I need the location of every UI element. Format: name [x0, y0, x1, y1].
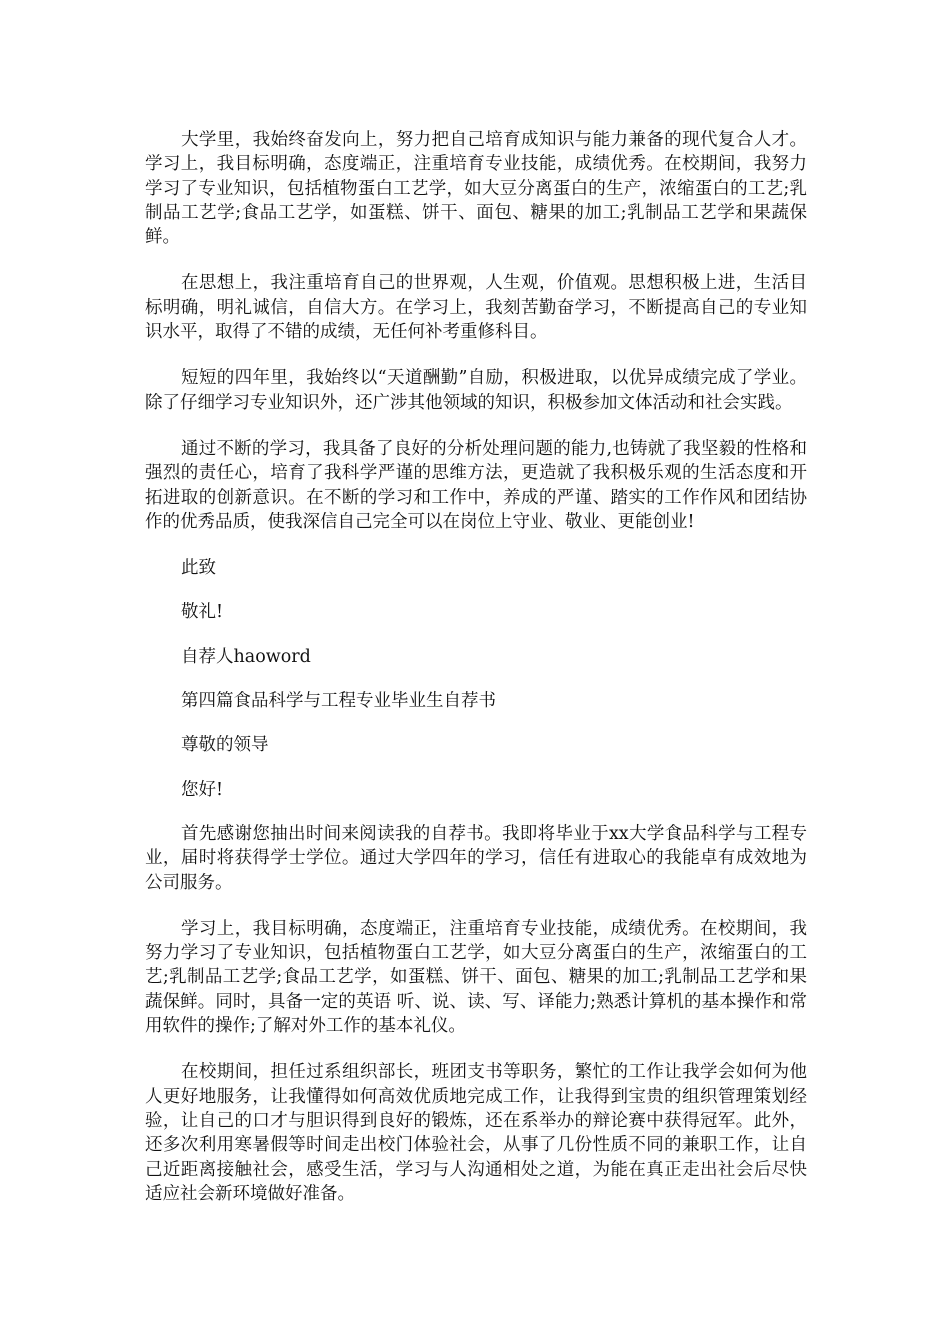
document-body — [145, 128, 807, 1228]
paragraph-four-years: 短短的四年里，我始终以“天道酬勤”自励，积极进取，以优异成绩完成了学业。除了仔细学习专业知识外，还广涉其他领域的知识，积极参加文体活动和社会实践。 — [145, 368, 807, 413]
paragraph-campus-work: 在校期间，担任过系组织部长，班团支书等职务，繁忙的工作让我学会如何为他人更好地服务，让我懂得如何高效优质地完成工作，让我得到宝贵的组织管理策划经验，让自己的口才与胆识得到良好的锻炼，还在系举办的辩论赛中获得冠军。此外，还多次利用寒暑假等时间走出校门体验社会，从事了几份性质不同的兼职工作，让自己近距离接触社会，感受生活，学习与人沟通相处之道，为能在真正走出社会后尽快适应社会新环境做好准备。 — [145, 1062, 807, 1204]
paragraph-study: 学习上，我目标明确，态度端正，注重培育专业技能，成绩优秀。在校期间，我努力学习了专业知识，包括植物蛋白工艺学，如大豆分离蛋白的生产，浓缩蛋白的工艺;乳制品工艺学;食品工艺学，如蛋糕、饼干、面包、糖果的加工;乳制品工艺学和果蔬保鲜。同时，具备一定的英语 听、说、读、写、译能力;熟悉计算机的基本操作和常用软件的操作;了解对外工作的基本礼仪。 — [145, 918, 807, 1037]
paragraph-university-study: 大学里，我始终奋发向上，努力把自己培育成知识与能力兼备的现代复合人才。学习上，我目标明确，态度端正，注重培育专业技能，成绩优秀。在校期间，我努力学习了专业知识，包括植物蛋白工艺学，如大豆分离蛋白的生产，浓缩蛋白的工艺;乳制品工艺学;食品工艺学，如蛋糕、饼干、面包、糖果的加工;乳制品工艺学和果蔬保鲜。 — [145, 130, 807, 248]
paragraph-abilities: 通过不断的学习，我具备了良好的分析处理问题的能力,也铸就了我坚毅的性格和强烈的责任心，培育了我科学严谨的思维方法，更造就了我积极乐观的生活态度和开拓进取的创新意识。在不断的学习和工作中，养成的严谨、踏实的工作作风和团结协作的优秀品质，使我深信自己完全可以在岗位上守业、敬业、更能创业! — [145, 438, 807, 532]
signature-line: 自荐人haoword — [181, 646, 311, 667]
salutation: 尊敬的领导 — [181, 735, 269, 756]
paragraph-introduction: 首先感谢您抽出时间来阅读我的自荐书。我即将毕业于xx大学食品科学与工程专业，届时将获得学士学位。通过大学四年的学习，信任有进取心的我能卓有成效地为公司服务。 — [145, 823, 807, 893]
closing-cizhi: 此致 — [181, 558, 216, 579]
greeting: 您好! — [181, 779, 224, 800]
closing-jingli: 敬礼! — [181, 602, 224, 623]
section-title: 第四篇食品科学与工程专业毕业生自荐书 — [181, 691, 496, 712]
paragraph-ideology: 在思想上，我注重培育自己的世界观，人生观，价值观。思想积极上进，生活目标明确，明礼诚信，自信大方。在学习上，我刻苦勤奋学习，不断提高自己的专业知识水平，取得了不错的成绩，无任何补考重修科目。 — [145, 273, 807, 343]
